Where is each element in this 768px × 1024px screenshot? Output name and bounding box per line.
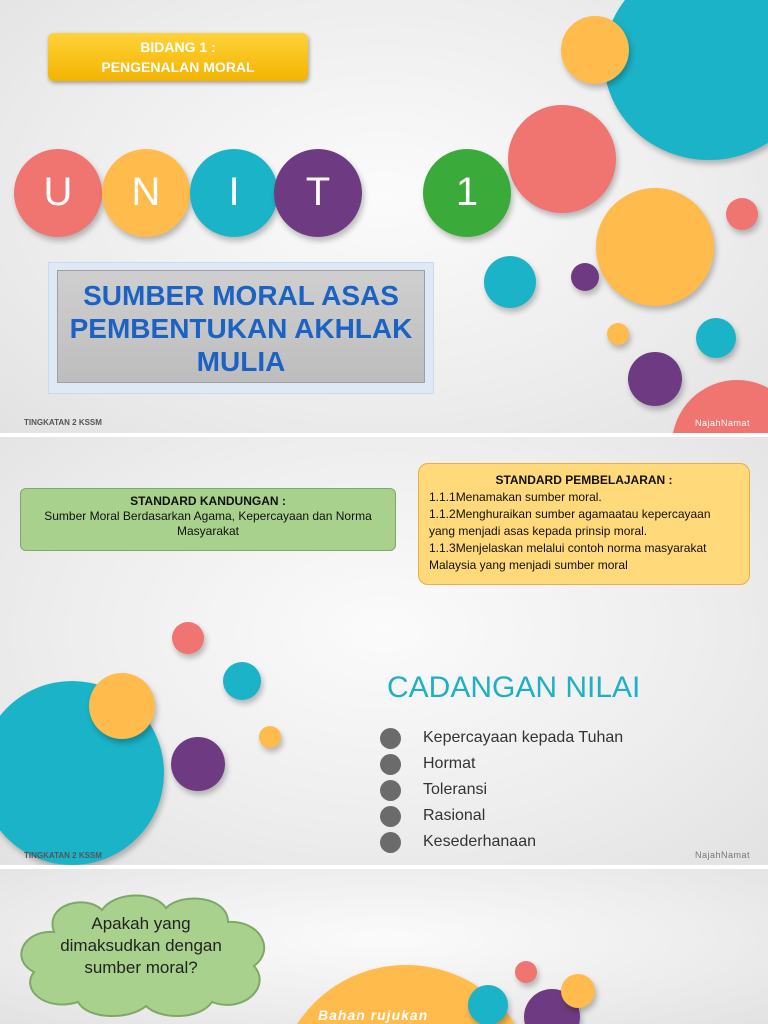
slide-1	[0, 0, 768, 433]
decor-circle	[604, 0, 768, 160]
list-item	[380, 725, 623, 751]
footer-tingkatan: TINGKATAN 2 KSSM	[24, 851, 102, 860]
title-box-inner	[57, 270, 425, 383]
decor-circle	[223, 662, 261, 700]
footer-tingkatan: TINGKATAN 2 KSSM	[24, 418, 102, 427]
standard-kandungan-box	[20, 488, 396, 551]
title-line-3: MULIA	[196, 346, 286, 377]
cadangan-nilai-title: CADANGAN NILAI	[387, 671, 641, 704]
bullet-icon	[380, 832, 401, 853]
bullet-icon	[380, 754, 401, 775]
badge-line-1: BIDANG 1 :	[140, 39, 216, 55]
kandungan-text: Sumber Moral Berdasarkan Agama, Kepercayaan dan Norma Masyarakat	[44, 509, 372, 538]
list-item	[380, 777, 623, 803]
decor-circle	[696, 318, 736, 358]
slide-3	[0, 869, 768, 1024]
decor-circle	[259, 726, 281, 748]
decor-circle	[172, 622, 204, 654]
pembelajaran-item: 1.1.2Menghuraikan sumber agamaatau kepercayaan yang menjadi asas kepada prinsip moral.	[429, 507, 711, 538]
decor-circle	[628, 352, 682, 406]
footer-author: NajahNamat	[694, 418, 750, 428]
decor-circle	[726, 198, 758, 230]
unit-number: 1	[423, 149, 511, 237]
question-text: Apakah yang dimaksudkan dengan sumber moral?	[60, 914, 222, 977]
kandungan-title: STANDARD KANDUNGAN :	[130, 494, 286, 508]
bullet-icon	[380, 780, 401, 801]
list-item	[380, 829, 623, 855]
bidang-badge	[48, 33, 308, 81]
nilai-label: Kepercayaan kepada Tuhan	[423, 729, 624, 746]
bullet-icon	[380, 806, 401, 827]
decor-circle	[468, 985, 508, 1024]
decor-circle	[607, 323, 629, 345]
slide-2	[0, 437, 768, 865]
unit-letter-i: I	[190, 149, 278, 237]
list-item	[380, 803, 623, 829]
pembelajaran-title: STANDARD PEMBELAJARAN :	[495, 473, 673, 487]
list-item	[380, 751, 623, 777]
decor-circle	[484, 256, 536, 308]
title-box	[48, 262, 434, 394]
decor-circle	[561, 974, 595, 1008]
nilai-list	[380, 725, 623, 855]
decor-circle	[508, 105, 616, 213]
decor-circle	[561, 16, 629, 84]
nilai-label: Rasional	[423, 807, 486, 824]
pembelajaran-item: 1.1.3Menjelaskan melalui contoh norma masyarakat Malaysia yang menjadi sumber moral	[429, 541, 707, 572]
badge-line-2: PENGENALAN MORAL	[101, 59, 255, 75]
nilai-label: Toleransi	[423, 781, 488, 798]
nilai-label: Hormat	[423, 755, 476, 772]
unit-letter-u: U	[14, 149, 102, 237]
bullet-icon	[380, 728, 401, 749]
standard-pembelajaran-box	[418, 463, 750, 585]
title-line-2: PEMBENTUKAN AKHLAK	[69, 313, 413, 344]
decor-circle	[515, 961, 537, 983]
title-line-1: SUMBER MORAL ASAS	[83, 280, 399, 311]
bahan-rujukan-label: Bahan rujukan	[318, 1007, 429, 1023]
decor-circle	[171, 737, 225, 791]
footer-author: NajahNamat	[694, 850, 750, 860]
decor-circle	[571, 263, 599, 291]
pembelajaran-item: 1.1.1Menamakan sumber moral.	[429, 490, 602, 504]
nilai-label: Kesederhanaan	[423, 833, 536, 850]
decor-circle	[89, 673, 155, 739]
unit-letter-n: N	[102, 149, 190, 237]
decor-circle	[596, 188, 714, 306]
unit-letter-t: T	[274, 149, 362, 237]
